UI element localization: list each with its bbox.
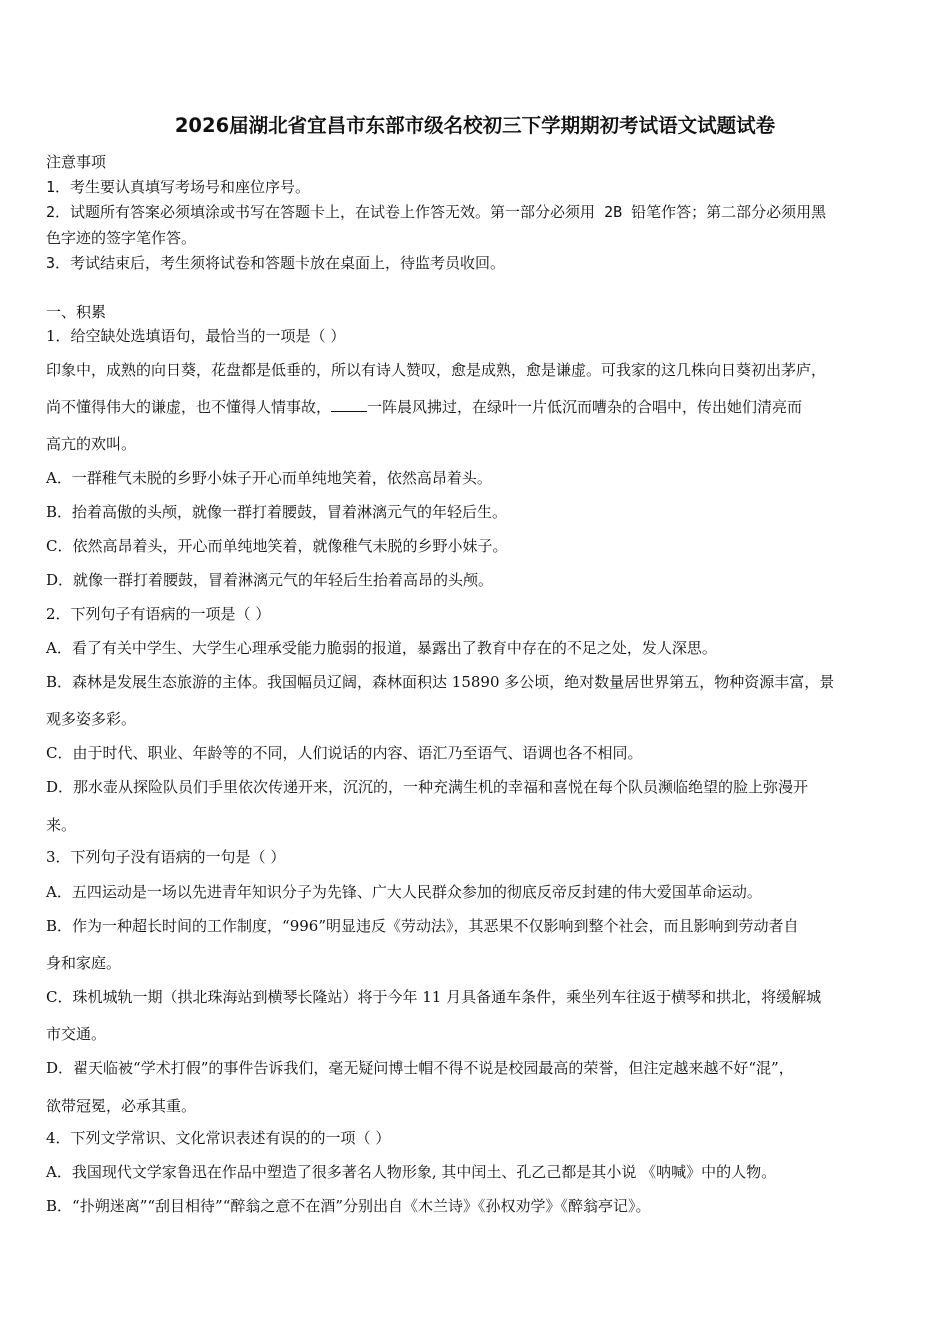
notice-item-2-cont: 色字迹的签字笔作答。 bbox=[46, 229, 197, 247]
q2-option-b-cont: 观多姿多彩。 bbox=[46, 710, 137, 728]
q1-passage-line-2b: 一阵晨风拂过，在绿叶一片低沉而嘈杂的合唱中，传出她们清亮而 bbox=[367, 398, 803, 416]
q3-stem: 3．下列句子没有语病的一句是（ ） bbox=[46, 848, 286, 866]
q3-option-d-cont: 欲带冠冕，必承其重。 bbox=[46, 1097, 197, 1115]
q1-option-b: B．抬着高傲的头颅，就像一群打着腰鼓，冒着淋漓元气的年轻后生。 bbox=[46, 503, 508, 521]
q1-passage-line-2 bbox=[46, 397, 802, 417]
q4-option-b: B．“扑朔迷离”“刮目相待”“醉翁之意不在酒”分别出自《木兰诗》《孙权劝学》《醉翁亭记》。 bbox=[46, 1197, 651, 1215]
q1-option-a: A．一群稚气未脱的乡野小妹子开心而单纯地笑着，依然高昂着头。 bbox=[46, 469, 492, 487]
q3-option-b-cont: 身和家庭。 bbox=[46, 954, 122, 972]
q1-blank bbox=[331, 397, 367, 412]
q2-option-b: B．森林是发展生态旅游的主体。我国幅员辽阔，森林面积达 15890 多公顷，绝对数量居世界第五，物种资源丰富，景 bbox=[46, 673, 835, 691]
q2-stem: 2．下列句子有语病的一项是（ ） bbox=[46, 605, 271, 623]
section-heading: 一、积累 bbox=[46, 303, 107, 321]
q2-option-d-cont: 来。 bbox=[46, 816, 77, 834]
q3-option-c-cont: 市交通。 bbox=[46, 1025, 107, 1043]
notice-item-1: 1．考生要认真填写考场号和座位序号。 bbox=[46, 178, 311, 196]
q1-passage-line-3: 高亢的欢叫。 bbox=[46, 435, 137, 453]
q1-option-c: C．依然高昂着头，开心而单纯地笑着，就像稚气未脱的乡野小妹子。 bbox=[46, 537, 508, 555]
q1-passage-line-1: 印象中，成熟的向日葵，花盘都是低垂的，所以有诗人赞叹，愈是成熟，愈是谦虚。可我家的这几株向日葵初出茅庐， bbox=[46, 361, 827, 379]
q2-option-d: D．那水壶从探险队员们手里依次传递开来，沉沉的，一种充满生机的幸福和喜悦在每个队员濒临绝望的脸上弥漫开 bbox=[46, 778, 809, 796]
q1-stem: 1．给空缺处选填语句，最恰当的一项是（ ） bbox=[46, 327, 346, 345]
q3-option-d: D．翟天临被“学术打假”的事件告诉我们，毫无疑问博士帽不得不说是校园最高的荣誉，但注定越来越不好“混”， bbox=[46, 1059, 794, 1077]
q1-passage-line-2a: 尚不懂得伟大的谦虚，也不懂得人情事故， bbox=[46, 398, 332, 416]
q3-option-b: B．作为一种超长时间的工作制度，“996”明显违反《劳动法》，其恶果不仅影响到整个社会，而且影响到劳动者自 bbox=[46, 917, 799, 935]
q1-option-d: D．就像一群打着腰鼓，冒着淋漓元气的年轻后生抬着高昂的头颅。 bbox=[46, 571, 494, 589]
q3-option-c: C．珠机城轨一期（拱北珠海站到横琴长隆站）将于今年 11 月具备通车条件，乘坐列车往返于横琴和拱北，将缓解城 bbox=[46, 988, 822, 1006]
exam-title: 2026届湖北省宜昌市东部市级名校初三下学期期初考试语文试题试卷 bbox=[174, 114, 776, 137]
q3-option-a: A．五四运动是一场以先进青年知识分子为先锋、广大人民群众参加的彻底反帝反封建的伟大爱国革命运动。 bbox=[46, 883, 762, 901]
q4-stem: 4．下列文学常识、文化常识表述有误的的一项（ ） bbox=[46, 1129, 391, 1147]
q2-option-c: C．由于时代、职业、年龄等的不同，人们说话的内容、语汇乃至语气、语调也各不相同。 bbox=[46, 744, 643, 762]
notice-item-3: 3．考试结束后，考生须将试卷和答题卡放在桌面上，待监考员收回。 bbox=[46, 254, 506, 272]
q2-option-a: A．看了有关中学生、大学生心理承受能力脆弱的报道，暴露出了教育中存在的不足之处，发人深思。 bbox=[46, 639, 717, 657]
notice-item-2: 2．试题所有答案必须填涂或书写在答题卡上，在试卷上作答无效。第一部分必须用 2B 铅笔作答；第二部分必须用黑 bbox=[46, 203, 827, 221]
notice-heading: 注意事项 bbox=[46, 153, 107, 171]
q4-option-a: A．我国现代文学家鲁迅在作品中塑造了很多著名人物形象, 其中闰土、孔乙己都是其小说 《呐喊》中的人物。 bbox=[46, 1163, 777, 1181]
